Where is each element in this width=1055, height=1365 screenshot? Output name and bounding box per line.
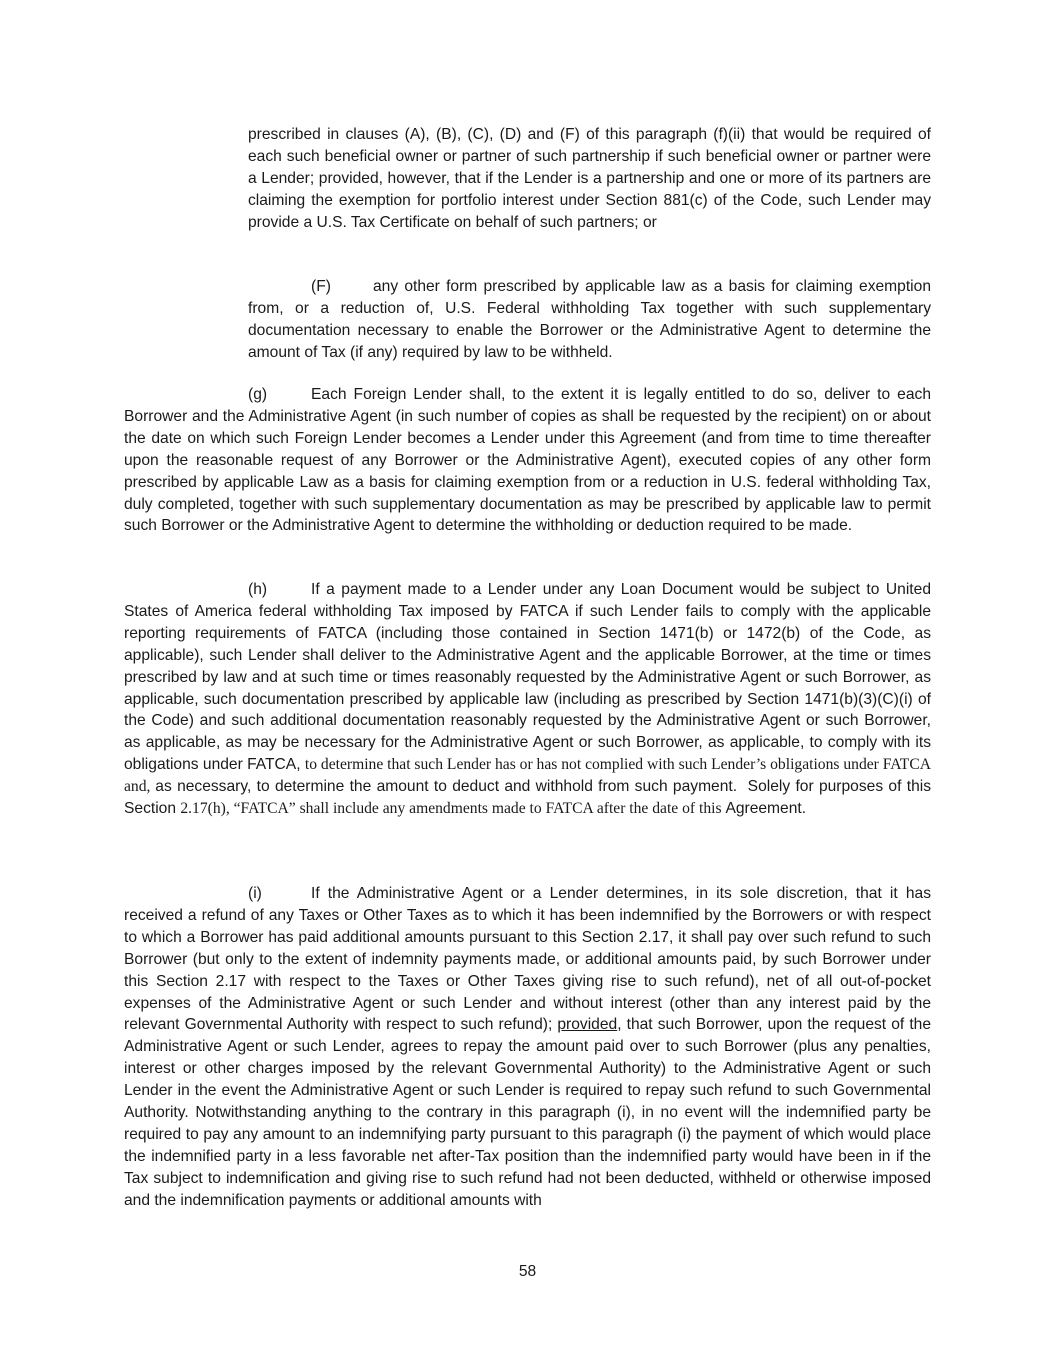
clause-f-paragraph — [248, 276, 936, 364]
clause-h-text-1: If a payment made to a Lender under any Loan Document would be subject to United States of America federal withholding Tax imposed by FATCA if such Lender fails to comply with the applicable reporting requirements of FATCA (including those contained in Section 1471(b) or 1472(b) of the Code, as applicable), such Lender shall deliver to the Administrative Agent and the applicable Borrower, at the time or times prescribed by law and at such time or times reasonably requested by the Administrative Agent or such Borrower, as applicable, such documentation prescribed by applicable law (including as prescribed by Section 1471(b)(3)(C)(i) of the Code) and such additional documentation reasonably requested by the Administrative Agent or such Borrower, as applicable, as may be necessary for the Administrative Agent or such Borrower, as applicable, to comply with its obligations under FATCA, — [124, 581, 936, 774]
clause-h-paragraph — [124, 579, 936, 820]
clause-h-text-5: Agreement. — [725, 800, 807, 818]
clause-h-text-3: as necessary, to determine the amount to deduct and withhold from such payment. Solely for purposes of this Section — [124, 778, 936, 818]
provided-term: provided — [557, 1016, 618, 1034]
clause-f-text: any other form prescribed by applicable law as a basis for claiming exemption from, or a reduction of, U.S. Federal withholding Tax together with such supplementary documentation necessary to enable the Borrower or the Administrative Agent to determine the amount of Tax (if any) required by law to be withheld. — [248, 278, 936, 361]
clause-g-label: (g) — [248, 386, 268, 403]
continuation-paragraph — [248, 124, 936, 234]
clause-i-label: (i) — [248, 885, 262, 902]
clause-g-paragraph — [124, 384, 936, 537]
clause-h-text-2: to determine that such Lender has or has not complied with such Lender’s obligations under FATCA and, — [124, 756, 935, 796]
clause-h-label: (h) — [248, 581, 268, 598]
clause-h-text-4: 2.17(h), “FATCA” shall include any amendments made to FATCA after the date of this — [180, 800, 726, 818]
clause-f-label: (F) — [311, 278, 331, 295]
clause-i-paragraph — [124, 883, 936, 1212]
page-number: 58 — [518, 1263, 537, 1280]
clause-i-text-1: If the Administrative Agent or a Lender determines, in its sole discretion, that it has received a refund of any Taxes or Other Taxes as to which it has been indemnified by the Borrowers or with respect to which a Borrower has paid additional amounts pursuant to this Section 2.17, it shall pay over such refund to such Borrower (but only to the extent of indemnity payments made, or additional amounts paid, by such Borrower under this Section 2.17 with respect to the Taxes or Other Taxes giving rise to such refund), net of all out-of-pocket expenses of the Administrative Agent or such Lender and without interest (other than any interest paid by the relevant Governmental Authority with respect to such refund); — [124, 885, 936, 1034]
clause-g-text: Each Foreign Lender shall, to the extent it is legally entitled to do so, deliver to each Borrower and the Administrative Agent (in such number of copies as shall be requested by the recipient) on or about the date on which such Foreign Lender becomes a Lender under this Agreement (and from time to time thereafter upon the reasonable request of any Borrower or the Administrative Agent), executed copies of any other form prescribed by applicable Law as a basis for claiming exemption from or a reduction in U.S. federal withholding Tax, duly completed, together with such supplementary documentation as may be prescribed by applicable law to permit such Borrower or the Administrative Agent to determine the withholding or deduction required to be made. — [124, 386, 936, 535]
clause-i-text-2: , that such Borrower, upon the request of the Administrative Agent or such Lender, agrees to repay the amount paid over to such Borrower (plus any penalties, interest or other charges imposed by the relevant Governmental Authority) to the Administrative Agent or such Lender in the event the Administrative Agent or such Lender is required to repay such refund to such Governmental Authority. Notwithstanding anything to the contrary in this paragraph (i), in no event will the indemnified party be required to pay any amount to an indemnifying party pursuant to this paragraph (i) the payment of which would place the indemnified party in a less favorable net after-Tax position than the indemnified party would have been in if the Tax subject to indemnification and giving rise to such refund had not been deducted, withheld or otherwise imposed and the indemnification payments or additional amounts with — [124, 1016, 936, 1209]
continuation-text: prescribed in clauses (A), (B), (C), (D) and (F) of this paragraph (f)(ii) that would be required of each such beneficial owner or partner of such partnership if such beneficial owner or partner were a Lender; provided, however, that if the Lender is a partnership and one or more of its partners are claiming the exemption for portfolio interest under Section 881(c) of the Code, such Lender may provide a U.S. Tax Certificate on behalf of such partners; or — [248, 126, 936, 231]
